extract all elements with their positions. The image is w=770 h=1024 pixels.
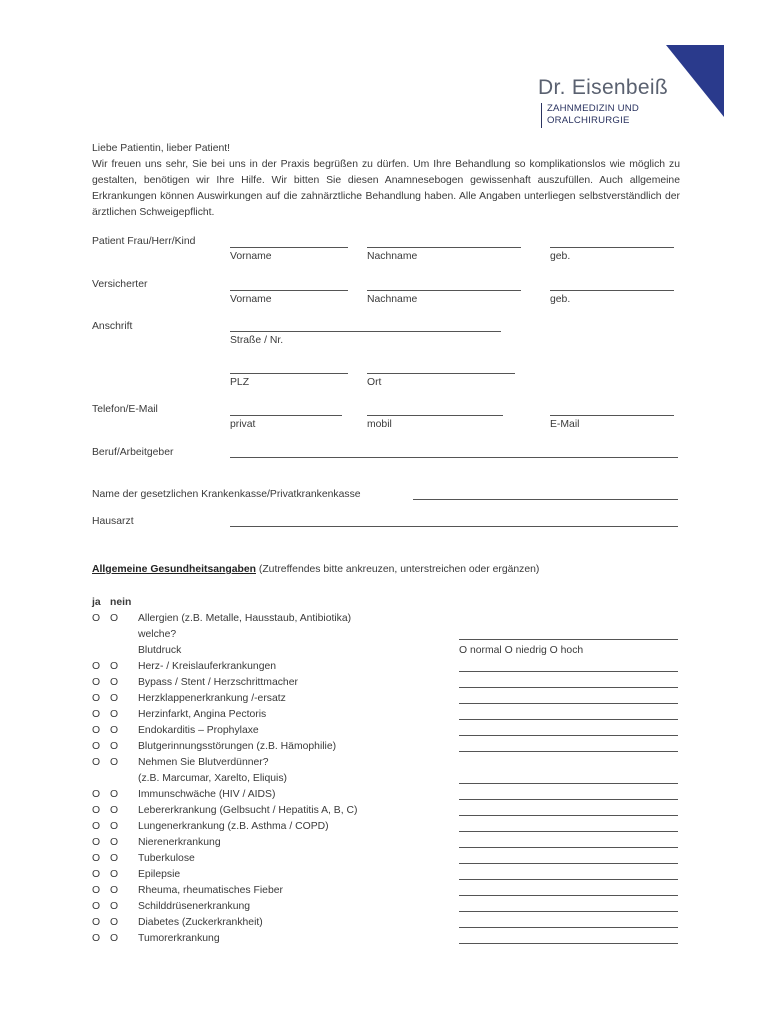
- health-item-answer-field[interactable]: [459, 687, 678, 688]
- patient-geb-caption: geb.: [550, 251, 571, 262]
- versicherter-label: Versicherter: [92, 279, 148, 290]
- ja-checkbox[interactable]: O: [92, 917, 101, 928]
- health-item-row: [92, 901, 682, 917]
- intro-block: [92, 141, 680, 221]
- health-item-answer-field[interactable]: [459, 815, 678, 816]
- ja-checkbox[interactable]: O: [92, 869, 101, 880]
- health-item-row: [92, 693, 682, 709]
- nein-header: nein: [110, 597, 132, 608]
- health-item-row: [92, 789, 682, 805]
- intro-text: Wir freuen uns sehr, Sie bei uns in der Praxis begrüßen zu dürfen. Um Ihre Behandlung so komplikationslos wie möglich zu gestalten, benötigen wir Ihre Hilfe. Wir bitten Sie diesen Anamnesebogen gewissenhaft auszufüllen. Auch allgemeine Erkrankungen können Auswirkungen auf die zahnärztliche Behandlung haben. Alle Angaben unterliegen selbstverständlich der ärztlichen Schweigepflicht.: [92, 159, 680, 218]
- patient-vorname-caption: Vorname: [230, 251, 272, 262]
- ja-checkbox[interactable]: O: [92, 821, 101, 832]
- health-item-row: [92, 837, 682, 853]
- patient-geb-field[interactable]: [550, 247, 674, 248]
- email-caption: E-Mail: [550, 419, 580, 430]
- health-item-answer-field[interactable]: [459, 719, 678, 720]
- ja-checkbox[interactable]: O: [92, 805, 101, 816]
- subtitle-line-2: ORALCHIRURGIE: [547, 115, 630, 126]
- practice-subtitle: [547, 103, 639, 127]
- nein-checkbox[interactable]: O: [110, 805, 119, 816]
- ja-checkbox[interactable]: O: [92, 933, 101, 944]
- ja-checkbox[interactable]: O: [92, 677, 101, 688]
- health-item-row: [92, 805, 682, 821]
- ja-checkbox[interactable]: O: [92, 901, 101, 912]
- blood-pressure-options[interactable]: O normal O niedrig O hoch: [459, 645, 584, 656]
- health-item-answer-field[interactable]: [459, 847, 678, 848]
- telefon-mobil-field[interactable]: [367, 415, 503, 416]
- health-item-label: Diabetes (Zuckerkrankheit): [138, 917, 263, 928]
- beruf-field[interactable]: [230, 457, 678, 458]
- email-field[interactable]: [550, 415, 674, 416]
- patient-nachname-caption: Nachname: [367, 251, 418, 262]
- hausarzt-label: Hausarzt: [92, 516, 134, 527]
- nein-checkbox[interactable]: O: [110, 613, 119, 624]
- kasse-field[interactable]: [413, 499, 678, 500]
- health-item-row: [92, 677, 682, 693]
- strasse-field[interactable]: [230, 331, 501, 332]
- patient-vorname-field[interactable]: [230, 247, 348, 248]
- mobil-caption: mobil: [367, 419, 392, 430]
- health-item-answer-field[interactable]: [459, 671, 678, 672]
- anschrift-label: Anschrift: [92, 321, 133, 332]
- health-item-label: Bypass / Stent / Herzschrittmacher: [138, 677, 298, 688]
- practice-name: Dr. Eisenbeiß: [538, 76, 668, 99]
- nein-checkbox[interactable]: O: [110, 917, 119, 928]
- ja-checkbox[interactable]: O: [92, 837, 101, 848]
- corner-triangle-logo-icon: [666, 45, 724, 117]
- health-item-answer-field[interactable]: [459, 783, 678, 784]
- nein-checkbox[interactable]: O: [110, 693, 119, 704]
- health-item-answer-field[interactable]: [459, 911, 678, 912]
- ort-caption: Ort: [367, 377, 382, 388]
- versicherter-vorname-caption: Vorname: [230, 294, 272, 305]
- health-item-label: Tumorerkrankung: [138, 933, 220, 944]
- health-item-label: Herz- / Kreislauferkrankungen: [138, 661, 277, 672]
- versicherter-nachname-field[interactable]: [367, 290, 521, 291]
- telefon-label: Telefon/E-Mail: [92, 404, 158, 415]
- beruf-label: Beruf/Arbeitgeber: [92, 447, 174, 458]
- greeting: Liebe Patientin, lieber Patient!: [92, 143, 231, 154]
- ja-checkbox[interactable]: O: [92, 709, 101, 720]
- health-item-label: Allergien (z.B. Metalle, Hausstaub, Antibiotika): [138, 613, 352, 624]
- health-item-row: [92, 917, 682, 933]
- health-item-label: Herzklappenerkrankung /-ersatz: [138, 693, 286, 704]
- ja-header: ja: [92, 597, 101, 608]
- health-item-label: Nierenerkrankung: [138, 837, 221, 848]
- nein-checkbox[interactable]: O: [110, 789, 119, 800]
- health-item-label: Blutgerinnungsstörungen (z.B. Hämophilie): [138, 741, 337, 752]
- health-item-label: Nehmen Sie Blutverdünner?: [138, 757, 269, 768]
- ja-checkbox[interactable]: O: [92, 741, 101, 752]
- telefon-privat-field[interactable]: [230, 415, 342, 416]
- health-item-row: [92, 725, 682, 741]
- health-item-label: Lungenerkrankung (z.B. Asthma / COPD): [138, 821, 329, 832]
- health-item-label: (z.B. Marcumar, Xarelto, Eliquis): [138, 773, 287, 784]
- ja-checkbox[interactable]: O: [92, 693, 101, 704]
- nein-checkbox[interactable]: O: [110, 933, 119, 944]
- health-item-row: [92, 741, 682, 757]
- health-item-answer-field[interactable]: [459, 799, 678, 800]
- nein-checkbox[interactable]: O: [110, 901, 119, 912]
- ja-checkbox[interactable]: O: [92, 613, 101, 624]
- health-item-answer-field[interactable]: [459, 639, 678, 640]
- health-note: (Zutreffendes bitte ankreuzen, unterstreichen oder ergänzen): [258, 564, 540, 575]
- nein-checkbox[interactable]: O: [110, 885, 119, 896]
- health-item-row: [92, 757, 682, 773]
- health-item-answer-field[interactable]: [459, 831, 678, 832]
- ort-field[interactable]: [367, 373, 515, 374]
- health-item-label: Endokarditis – Prophylaxe: [138, 725, 259, 736]
- health-item-row: [92, 869, 682, 885]
- ja-checkbox[interactable]: O: [92, 789, 101, 800]
- patient-nachname-field[interactable]: [367, 247, 521, 248]
- nein-checkbox[interactable]: O: [110, 677, 119, 688]
- health-item-row: [92, 645, 682, 661]
- versicherter-geb-caption: geb.: [550, 294, 571, 305]
- health-item-answer-field[interactable]: [459, 879, 678, 880]
- health-item-row: [92, 853, 682, 869]
- health-item-row: [92, 709, 682, 725]
- health-item-answer-field[interactable]: [459, 751, 678, 752]
- health-item-row: [92, 933, 682, 949]
- health-item-answer-field[interactable]: [459, 927, 678, 928]
- versicherter-nachname-caption: Nachname: [367, 294, 418, 305]
- ja-checkbox[interactable]: O: [92, 853, 101, 864]
- privat-caption: privat: [230, 419, 256, 430]
- nein-checkbox[interactable]: O: [110, 837, 119, 848]
- kasse-label: Name der gesetzlichen Krankenkasse/Privatkrankenkasse: [92, 489, 361, 500]
- health-item-label: Lebererkrankung (Gelbsucht / Hepatitis A, B, C): [138, 805, 358, 816]
- nein-checkbox[interactable]: O: [110, 757, 119, 768]
- ja-checkbox[interactable]: O: [92, 885, 101, 896]
- health-item-label: Schilddrüsenerkrankung: [138, 901, 251, 912]
- patient-label: Patient Frau/Herr/Kind: [92, 236, 196, 247]
- subtitle-line-1: ZAHNMEDIZIN UND: [547, 103, 640, 114]
- nein-checkbox[interactable]: O: [110, 853, 119, 864]
- health-item-answer-field[interactable]: [459, 703, 678, 704]
- health-item-label: Epilepsie: [138, 869, 181, 880]
- plz-caption: PLZ: [230, 377, 250, 388]
- health-item-label: Herzinfarkt, Angina Pectoris: [138, 709, 267, 720]
- health-item-row: [92, 773, 682, 789]
- health-item-label: Blutdruck: [138, 645, 182, 656]
- health-item-row: [92, 821, 682, 837]
- health-item-label: Rheuma, rheumatisches Fieber: [138, 885, 283, 896]
- ja-checkbox[interactable]: O: [92, 757, 101, 768]
- health-item-row: [92, 613, 682, 629]
- health-item-row: [92, 629, 682, 645]
- plz-field[interactable]: [230, 373, 348, 374]
- hausarzt-field[interactable]: [230, 526, 678, 527]
- ja-checkbox[interactable]: O: [92, 661, 101, 672]
- nein-checkbox[interactable]: O: [110, 709, 119, 720]
- health-item-answer-field[interactable]: [459, 895, 678, 896]
- health-item-label: Tuberkulose: [138, 853, 195, 864]
- health-item-answer-field[interactable]: [459, 863, 678, 864]
- nein-checkbox[interactable]: O: [110, 869, 119, 880]
- health-item-answer-field[interactable]: [459, 735, 678, 736]
- nein-checkbox[interactable]: O: [110, 821, 119, 832]
- strasse-caption: Straße / Nr.: [230, 335, 284, 346]
- versicherter-geb-field[interactable]: [550, 290, 674, 291]
- versicherter-vorname-field[interactable]: [230, 290, 348, 291]
- health-item-row: [92, 661, 682, 677]
- logo-divider: [541, 103, 542, 128]
- health-title: Allgemeine Gesundheitsangaben: [92, 564, 256, 575]
- nein-checkbox[interactable]: O: [110, 725, 119, 736]
- health-item-label: Immunschwäche (HIV / AIDS): [138, 789, 276, 800]
- health-item-label: welche?: [138, 629, 177, 640]
- health-item-row: [92, 885, 682, 901]
- health-section-title: [92, 564, 539, 575]
- nein-checkbox[interactable]: O: [110, 741, 119, 752]
- health-item-answer-field[interactable]: [459, 943, 678, 944]
- nein-checkbox[interactable]: O: [110, 661, 119, 672]
- ja-checkbox[interactable]: O: [92, 725, 101, 736]
